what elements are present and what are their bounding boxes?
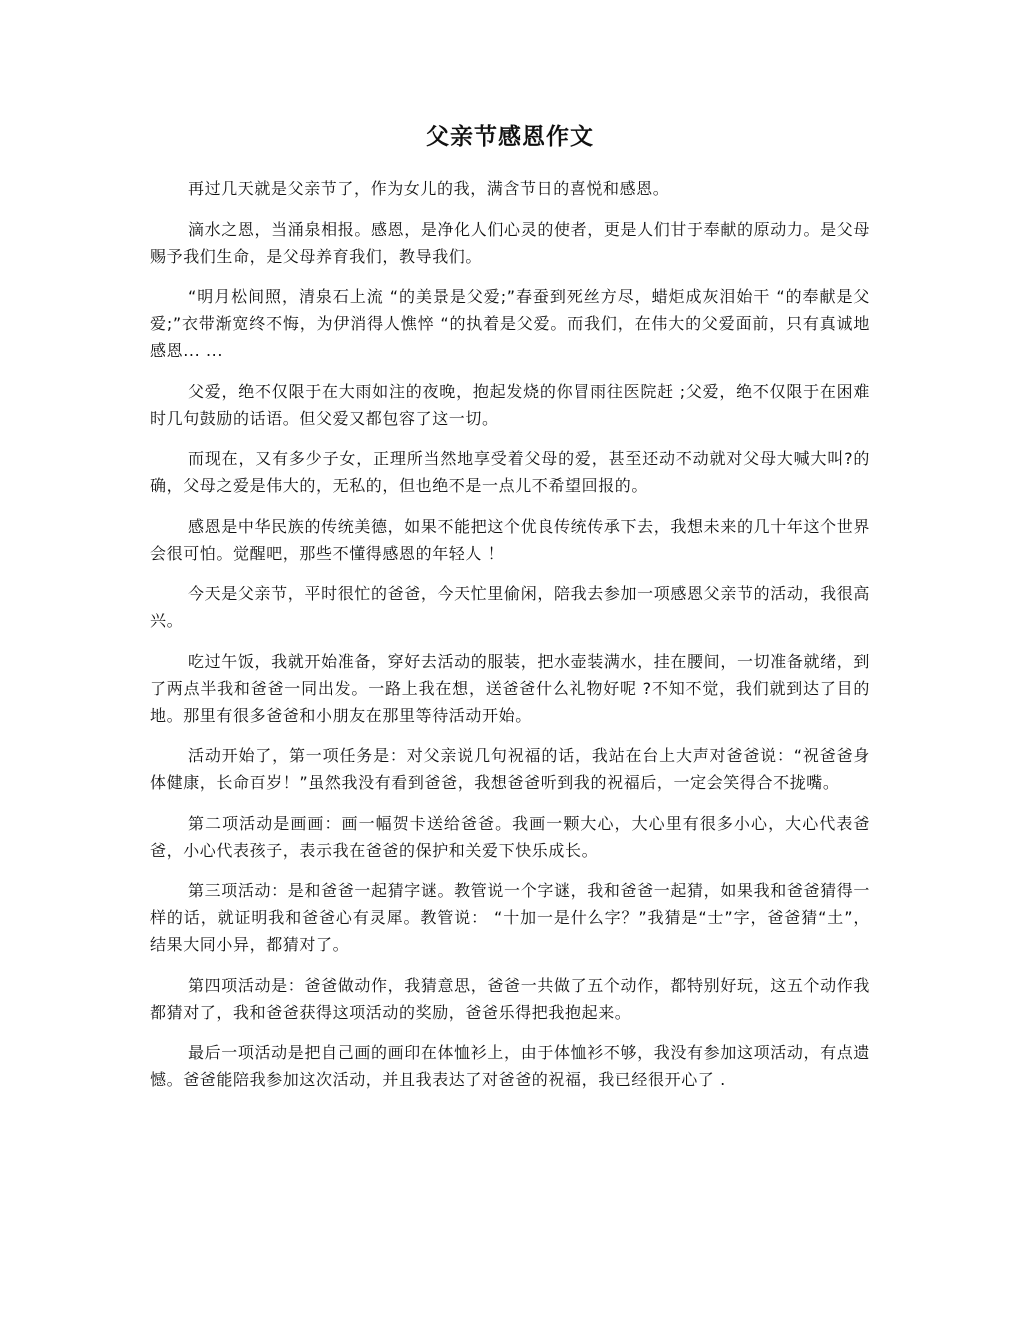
paragraph: 吃过午饭，我就开始准备，穿好去活动的服装，把水壶装满水，挂在腰间，一切准备就绪，到了两点半我和爸爸一同出发。一路上我在想，送爸爸什么礼物好呢 ?不知不觉，我们就到达了目的地。那里有很多爸爸和小朋友在那里等待活动开始。 — [150, 651, 870, 725]
paragraph: “明月松间照，清泉石上流 “的美景是父爱;”春蚕到死丝方尽，蜡炬成灰泪始干 “的奉献是父爱;”衣带渐宽终不悔，为伊消得人憔悴 “的执着是父爱。而我们，在伟大的父爱面前，只有真诚地感恩... ... — [150, 287, 870, 360]
paragraph: 最后一项活动是把自己画的画印在体恤衫上，由于体恤衫不够，我没有参加这项活动，有点遗憾。爸爸能陪我参加这次活动，并且我表达了对爸爸的祝福，我已经很开心了 . — [150, 1043, 870, 1089]
paragraph: 感恩是中华民族的传统美德，如果不能把这个优良传统传承下去，我想未来的几十年这个世界会很可怕。觉醒吧，那些不懂得感恩的年轻人 ！ — [150, 516, 870, 563]
paragraph: 第四项活动是：爸爸做动作，我猜意思，爸爸一共做了五个动作，都特别好玩，这五个动作我都猜对了，我和爸爸获得这项活动的奖励，爸爸乐得把我抱起来。 — [150, 975, 870, 1022]
paragraph: 今天是父亲节，平时很忙的爸爸，今天忙里偷闲，陪我去参加一项感恩父亲节的活动，我很高兴。 — [150, 584, 870, 630]
paragraph: 活动开始了，第一项任务是：对父亲说几句祝福的话，我站在台上大声对爸爸说：“祝爸爸身体健康，长命百岁！”虽然我没有看到爸爸，我想爸爸听到我的祝福后，一定会笑得合不拢嘴。 — [150, 746, 870, 792]
paragraph: 第二项活动是画画：画一幅贺卡送给爸爸。我画一颗大心，大心里有很多小心，大心代表爸爸，小心代表孩子，表示我在爸爸的保护和关爱下快乐成长。 — [150, 813, 870, 860]
paragraph: 父爱，绝不仅限于在大雨如注的夜晚，抱起发烧的你冒雨往医院赶 ;父爱，绝不仅限于在困难时几句鼓励的话语。但父爱又都包容了这一切。 — [150, 381, 870, 428]
document-body — [150, 175, 870, 1107]
document-title: 父亲节感恩作文 — [426, 123, 594, 150]
paragraph: 而现在，又有多少子女，正理所当然地享受着父母的爱，甚至还动不动就对父母大喊大叫?的确，父母之爱是伟大的，无私的，但也绝不是一点儿不希望回报的。 — [150, 449, 870, 495]
paragraph: 滴水之恩，当涌泉相报。感恩，是净化人们心灵的使者，更是人们甘于奉献的原动力。是父母赐予我们生命，是父母养育我们，教导我们。 — [150, 219, 870, 266]
paragraph: 第三项活动：是和爸爸一起猜字谜。教管说一个字谜，我和爸爸一起猜，如果我和爸爸猜得一样的话，就证明我和爸爸心有灵犀。教管说： “十加一是什么字？”我猜是“士”字，爸爸猜“土”，结果大同小异，都猜对了。 — [150, 881, 870, 954]
paragraph: 再过几天就是父亲节了，作为女儿的我，满含节日的喜悦和感恩。 — [188, 179, 670, 198]
